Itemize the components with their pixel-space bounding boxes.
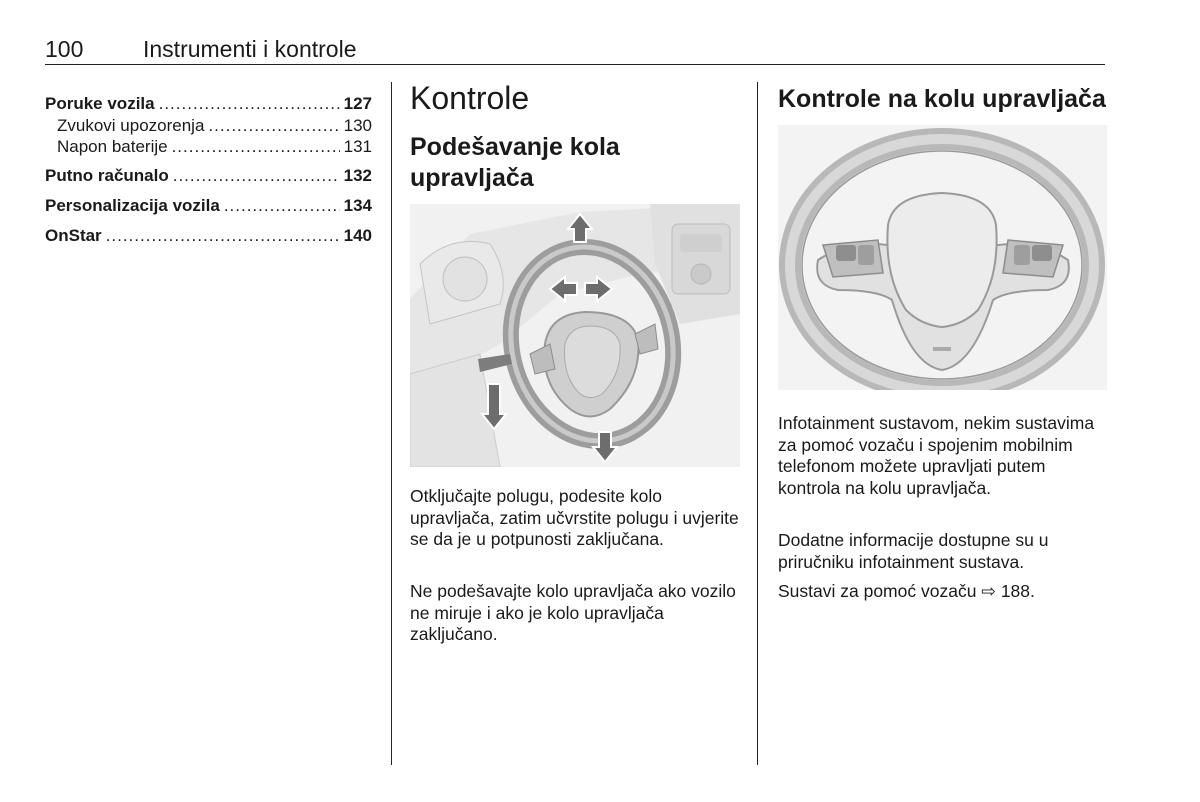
toc-entry[interactable] (45, 163, 372, 189)
toc-leader-dots (106, 223, 340, 249)
body-paragraph: Dodatne informacije dostupne su u priručniku infotainment sustava. (778, 530, 1049, 572)
chapter-title: Instrumenti i kontrole (143, 36, 357, 62)
steering-wheel-controls-illustration (778, 125, 1107, 390)
body-paragraph: Otključajte polugu, podesite kolo upravljača, zatim učvrstite polugu i uvjerite se da je u potpunosti zaključana. (410, 486, 739, 549)
page-header (45, 36, 1105, 65)
section-heading: Kontrole (410, 80, 530, 116)
toc-entry-page: 127 (343, 94, 372, 113)
toc-entry-page: 130 (343, 116, 372, 135)
toc-entry-label: Zvukovi upozorenja (57, 116, 205, 135)
toc-entry-label: Personalizacija vozila (45, 196, 220, 215)
toc-entry-label: Napon baterije (57, 137, 168, 156)
steering-adjustment-illustration (410, 204, 740, 467)
body-paragraph: Ne podešavajte kolo upravljača ako vozilo ne miruje i ako je kolo upravljača zaključano. (410, 581, 736, 644)
column-divider-left (391, 82, 392, 765)
toc-entry-page: 131 (343, 137, 372, 156)
toc-entry[interactable] (45, 193, 372, 219)
subsection-heading: Kontrole na kolu upravljača (778, 85, 1106, 113)
cross-reference[interactable]: Sustavi za pomoć vozaču ⇨ 188. (778, 581, 1035, 601)
toc-entry-page: 132 (343, 166, 372, 185)
body-paragraph: Infotainment sustavom, nekim sustavima za pomoć vozaču i spojenim mobilnim telefonom možete upravljati putem kontrola na kolu upravljača. (778, 413, 1095, 498)
toc-leader-dots (224, 193, 340, 219)
toc-leader-dots (172, 135, 340, 159)
page-number: 100 (45, 36, 84, 62)
toc-entry-page: 140 (343, 226, 372, 245)
toc-entry-label: Poruke vozila (45, 94, 155, 113)
toc-entry-page: 134 (343, 196, 372, 215)
toc-leader-dots (173, 163, 340, 189)
table-of-contents (45, 91, 372, 249)
toc-entry-label: Putno računalo (45, 166, 169, 185)
toc-entry-label: OnStar (45, 226, 102, 245)
toc-entry[interactable] (45, 135, 372, 159)
column-divider-right (757, 82, 758, 765)
subsection-heading: Podešavanje kola upravljača (410, 133, 620, 192)
toc-entry[interactable] (45, 223, 372, 249)
